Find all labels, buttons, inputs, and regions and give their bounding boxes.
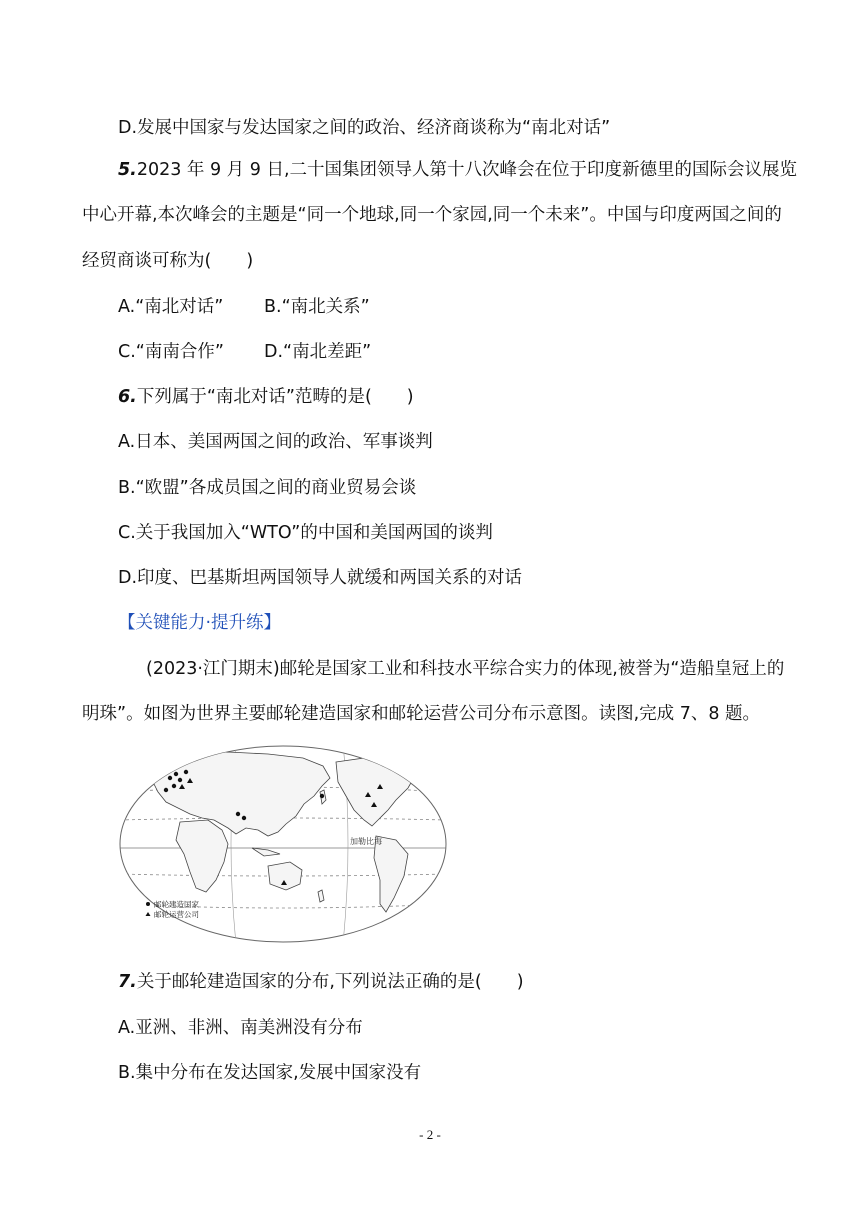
intro-text: (2023·江门期末)邮轮是国家工业和科技水平综合实力的体现,被誉为“造船皇冠上的 — [146, 659, 785, 679]
intro-text: 明珠”。如图为世界主要邮轮建造国家和邮轮运营公司分布示意图。读图,完成 7、8 题。 — [82, 704, 761, 724]
stem-text: 下列属于“南北对话”范畴的是( ) — [136, 387, 414, 407]
option-text: B.“欧盟”各成员国之间的商业贸易会谈 — [118, 478, 417, 498]
question7-option-a — [118, 1016, 363, 1040]
world-cruise-map — [118, 744, 448, 944]
question7-stem — [118, 970, 524, 994]
build-marker — [178, 778, 182, 782]
question6-option-b — [118, 476, 416, 500]
build-marker — [174, 772, 178, 776]
option-text: B.集中分布在发达国家,发展中国家没有 — [118, 1063, 422, 1083]
question-number: 6. — [118, 387, 137, 407]
question7-option-b — [118, 1061, 421, 1085]
map-svg — [118, 744, 448, 944]
option-text: D.印度、巴基斯坦两国领导人就缓和两国关系的对话 — [118, 568, 523, 588]
legend-operate-symbol — [146, 912, 151, 916]
build-marker — [164, 788, 168, 792]
option-c: C.“南南合作” — [118, 342, 224, 362]
option-b: B.“南北关系” — [264, 297, 370, 317]
option-text: A.亚洲、非洲、南美洲没有分布 — [118, 1018, 363, 1038]
caribbean-sea-label: 加勒比海 — [350, 837, 382, 846]
question5-stem-line2 — [82, 203, 782, 227]
question-number: 7. — [118, 972, 137, 992]
question4-option-d — [118, 116, 610, 140]
question5-stem-line1 — [118, 158, 797, 182]
intro-line1 — [146, 657, 784, 681]
page-number: - 2 - — [419, 1127, 441, 1142]
stem-text: 关于邮轮建造国家的分布,下列说法正确的是( ) — [136, 972, 524, 992]
legend-operate-label: 邮轮运营公司 — [154, 910, 199, 919]
option-text: A.日本、美国两国之间的政治、军事谈判 — [118, 432, 433, 452]
build-marker — [168, 776, 172, 780]
build-marker — [320, 794, 324, 798]
question6-option-a — [118, 430, 433, 454]
stem-text: 2023 年 9 月 9 日,二十国集团领导人第十八次峰会在位于印度新德里的国际会议展览 — [136, 160, 798, 180]
question6-option-d — [118, 566, 522, 590]
build-marker — [184, 770, 188, 774]
build-marker — [172, 784, 176, 788]
option-text: C.关于我国加入“WTO”的中国和美国两国的谈判 — [118, 523, 493, 543]
legend-build-symbol — [146, 902, 150, 906]
option-d: D.“南北差距” — [264, 342, 372, 362]
stem-text: 经贸商谈可称为( ) — [82, 251, 254, 271]
intro-line2 — [82, 702, 760, 726]
question5-options-ab — [118, 295, 370, 319]
stem-text: 中心开幕,本次峰会的主题是“同一个地球,同一个家园,同一个未来”。中国与印度两国之间的 — [82, 205, 782, 225]
greenland — [418, 752, 438, 772]
option-a: A.“南北对话” — [118, 297, 224, 317]
question5-options-cd — [118, 340, 371, 364]
section-heading: 【关键能力·提升练】 — [118, 613, 282, 633]
question-number: 5. — [118, 160, 137, 180]
question6-option-c — [118, 521, 493, 545]
question6-stem — [118, 385, 414, 409]
build-marker — [242, 816, 246, 820]
build-marker — [236, 812, 240, 816]
question5-stem-line3 — [82, 249, 253, 273]
legend-build-label: 邮轮建造国家 — [154, 900, 199, 909]
option-text: D.发展中国家与发达国家之间的政治、经济商谈称为“南北对话” — [118, 118, 611, 138]
